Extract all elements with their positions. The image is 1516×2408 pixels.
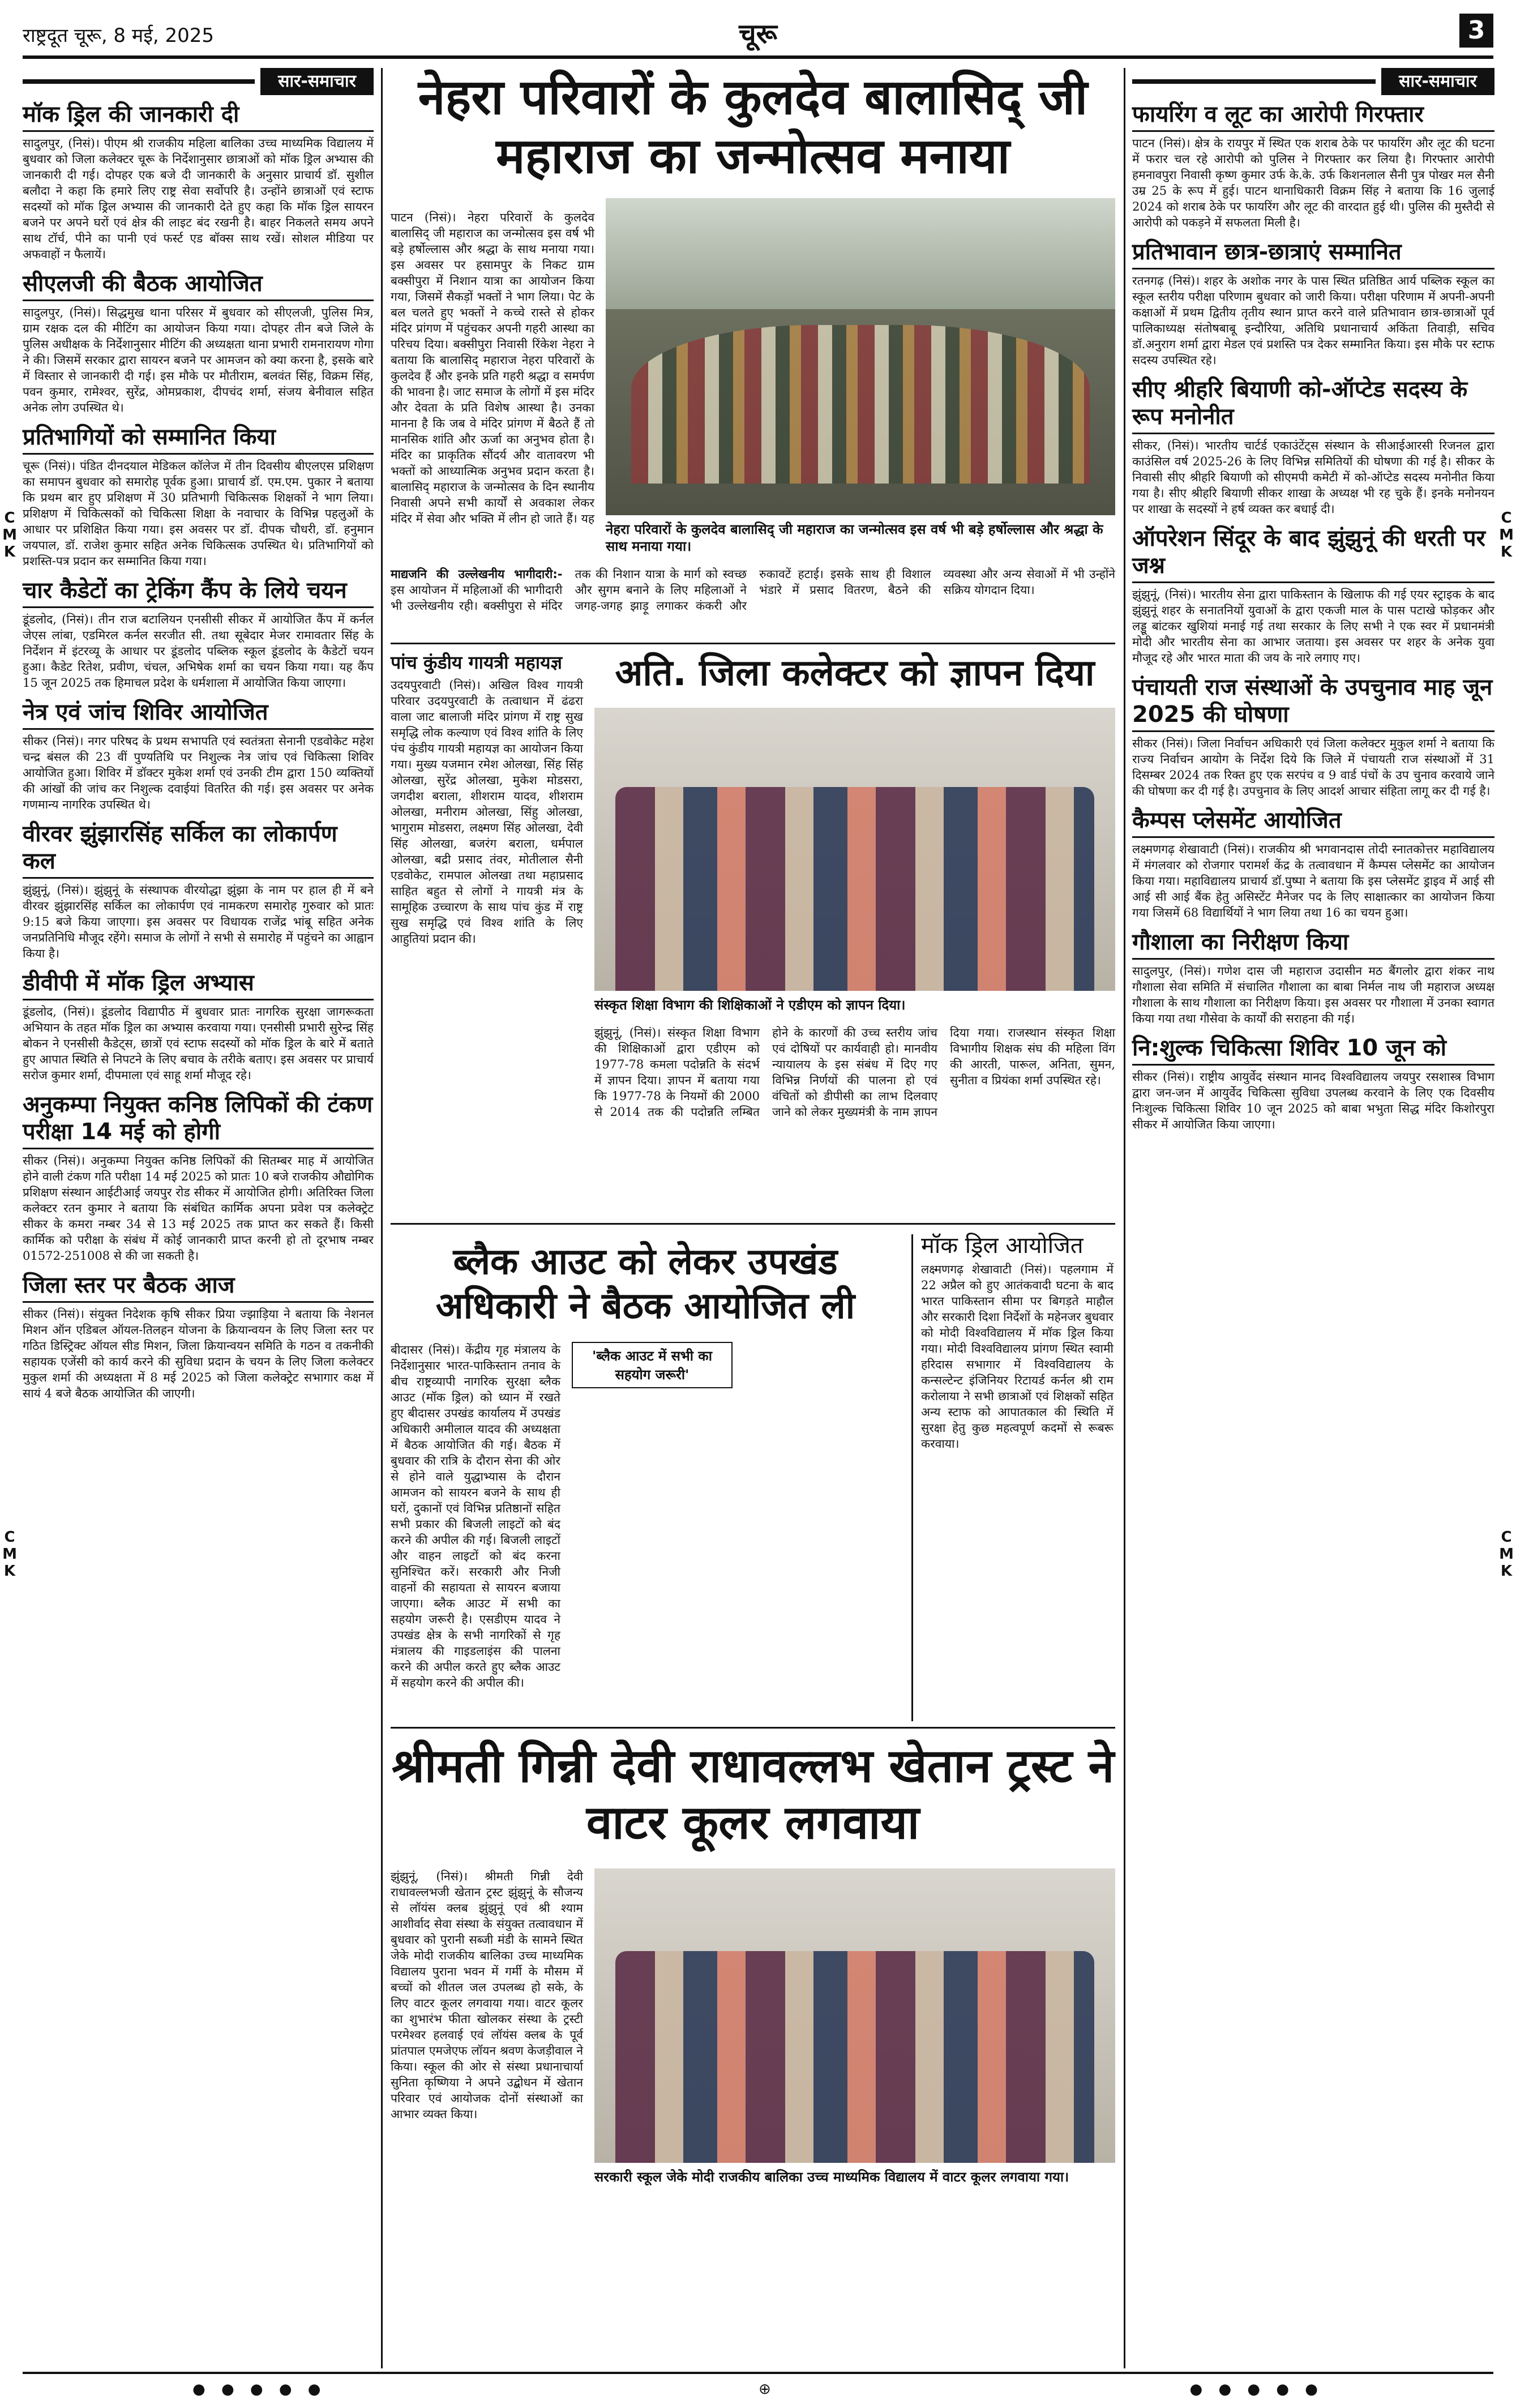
brief-body: सीकर (निसं)। नगर परिषद के प्रथम सभापति एवं स्वतंत्रता सेनानी एडवोकेट महेश चन्द्र बंसल की 23 वीं पुण्यतिथि पर निशुल्क नेत्र जांच एवं चिकित्सा शिविर आयोजित हुआ। शिविर में डॉक्टर मुकेश शर्मा एवं उनकी टीम द्वारा 150 व्यक्तियों की आंखों की जांच कर निशुल्क दवाईयां वितरित की गई। इस अवसर पर अनेक गणमान्य नागरिक उपस्थित थे। <box>23 734 374 811</box>
edition-city: चूरू <box>739 18 777 50</box>
memorandum-story <box>594 651 1115 1217</box>
section-tag: सार-समाचार <box>1381 68 1494 95</box>
blackout-body: बीदासर (निसं)। केंद्रीय गृह मंत्रालय के निर्देशानुसार भारत-पाकिस्तान तनाव के बीच राष्ट्रव्यापी नागरिक सुरक्षा ब्लैक आउट (मॉक ड्रिल) को ध्यान में रखते हुए बीदासर उपखंड कार्यालय में उपखंड अधिकारी अमीलाल यादव की अध्यक्षता में बैठक आयोजित की गई। बैठक में बुधवार की रात्रि के दौरान सेना की ओर से होने वाले युद्धाभ्यास के दौरान आमजन को सायरन बजने के साथ ही घरों, दुकानों एवं विभिन्न प्रतिष्ठानों सहित सभी प्रकार की बिजली लाइटों को बंद करने की अपील की गई। बिजली लाइटों और वाहन लाइटों को बंद करना सुनिश्चित करें। सरकारी और निजी वाहनों की सहायता से सायरन बजाया जाएगा। ब्लैक आउट में सभी का सहयोग जरूरी है। एसडीएम यादव ने उपखंड क्षेत्र के सभी नागरिकों से गृह मंत्रालय की गाइडलाइंस की पालना करने की अपील करते हुए ब्लैक आउट में सहयोग करने की अपील की। <box>391 1343 560 1690</box>
sidebar-title: माद्यजनि की उल्लेखनीय भागीदारी:- <box>391 567 563 581</box>
brief-body: झुंझुनूं, (निसं)। भारतीय सेना द्वारा पाकिस्तान के खिलाफ की गई एयर स्ट्राइक के बाद झुंझुनूं शहर के सनातनियों युवाओं के द्वारा एकजी माल के पास पटाखे फोड़कर और लड्डू बांटकर खुशियां मनाई गई तथा सरकार के लिए सभी ने एक स्वर में प्रधानमंत्री मोदी और भारतीय सेना का आभार जताया। इस अवसर पर शहर के अनेक युवा मौजूद रहे और भारत माता की जय के नारे लगाए गए। <box>1132 588 1494 665</box>
news-brief <box>1132 525 1494 666</box>
procession-photo <box>606 198 1115 515</box>
news-brief <box>23 424 374 569</box>
news-brief <box>23 1272 374 1401</box>
section-tag: सार-समाचार <box>260 68 374 95</box>
brief-title: डीवीपी में मॉक ड्रिल अभ्यास <box>23 969 374 1000</box>
brief-body: पाटन (निसं)। क्षेत्र के रायपुर में स्थित एक शराब ठेके पर फायरिंग और लूट की घटना में फरार चल रहे आरोपी को पुलिस ने गिरफ्तार कर लिया है। गिरफ्तार आरोपी हमनावपुरा निवासी कृष्ण कुमार उर्फ के.के. उर्फ किशनलाल सैनी पुत्र पोखर मल सैनी उम्र 25 के रूप में हुई। पाटन थानाधिकारी विक्रम सिंह ने बताया कि 16 जुलाई 2024 को शराब ठेके पर फायरिंग और लूट की वारदात हुई थी। पुलिस की मुस्तैदी से आरोपी को पकड़ने में सफलता मिली है। <box>1132 136 1494 229</box>
brief-body: डूंडलोद, (निसं)। डूंडलोद विद्यापीठ में बुधवार प्रातः नागरिक सुरक्षा जागरूकता अभियान के तहत मॉक ड्रिल का अभ्यास करवाया गया। एनसीसी प्रभारी सुरेन्द्र सिंह बोकन ने एनसीसी कैडेट्स, छात्रों एवं स्टाफ सदस्यों को मॉक ड्रिल के बारे में बताते हुए आपात स्थिति से निपटने के लिए बचाव के तरीके बताए। इस अवसर पर प्राचार्य सरोज कुमार शर्मा, दीपमाला एवं साहू शर्मा मौजूद रहे। <box>23 1005 374 1082</box>
registration-mark-right-lower: C M K <box>1499 1529 1514 1580</box>
news-brief <box>1132 101 1494 230</box>
water-cooler-body: झुंझुनूं, (निसं)। श्रीमती गिन्नी देवी राधावल्लभजी खेतान ट्रस्ट झुंझुनूं के सौजन्य से लॉयंस क्लब झुंझुनूं एवं श्री श्याम आशीर्वाद सेवा संस्था के संयुक्त तत्वावधान में बुधवार को पुरानी सब्जी मंडी के सामने स्थित जेके मोदी राजकीय बालिका उच्च माध्यमिक विद्यालय पुराना भवन में गर्मी के मौसम में बच्चों को शीतल जल उपलब्ध हो सके, के लिए वाटर कूलर लगवाया गया। वाटर कूलर का शुभारंभ फीता खोलकर संस्था के ट्रस्टी परमेश्वर हलवाई एवं लॉयंस क्लब के पूर्व प्रांतपाल एमजेएफ लॉयन श्रवण केजड़ीवाल ने किया। स्कूल की ओर से संस्था प्रधानाचार्या सुनिता कृष्णिया ने अपने उद्बोधन में खेतान परिवार एवं आयोजक दोनों संस्थाओं का आभार व्यक्त किया। <box>391 1870 583 2121</box>
brief-title: गौशाला का निरीक्षण किया <box>1132 929 1494 960</box>
lead-body: पाटन (निसं)। नेहरा परिवारों के कुलदेव बालासिद् जी महाराज का जन्मोत्सव इस वर्ष भी बड़े हर्षोल्लास और श्रद्धा के साथ मनाया गया। इस अवसर पर हसामपुर के निकट ग्राम बक्सीपुरा में निशान यात्रा का आयोजन किया गया, जिसमें सैकड़ों भक्तों ने भाग लिया। पेट के बल चलते हुए भक्तों ने कच्चे रास्ते से होकर मंदिर प्रांगण में पहुंचकर अपनी गहरी आस्था का परिचय दिया। बक्सीपुरा निवासी रिंकेश नेहरा ने बताया कि बालासिद् महाराज नेहरा परिवारों के कुलदेव हैं और इनके प्रति गहरी श्रद्धा व समर्पण की भावना है। जाट समाज के लोगों में इस मंदिर और देवता के प्रति विशेष आस्था है। उनका मानना है कि जब वे मंदिर प्रांगण में बैठते हैं तो मानसिक शांति और ऊर्जा का अनुभव होता है। मंदिर का प्राकृतिक सौंदर्य और वातावरण भी भक्तों को आध्यात्मिक अनुभव प्रदान करता है। बालासिद् महाराज के जन्मोत्सव के दिन स्थानीय निवासी अपने सभी कार्यों से अवकाश लेकर मंदिर में सेवा और भक्ति में लीन हो जाते हैं। यह <box>391 211 594 525</box>
brief-body: सीकर (निसं)। जिला निर्वाचन अधिकारी एवं जिला कलेक्टर मुकुल शर्मा ने बताया कि राज्य निर्वाचन आयोग के निर्देश दिये कि जिले में पंचायती राज संस्थाओं में 31 दिसम्बर 2024 तक रिक्त हुए एक सरपंच व 9 वार्ड पंचों के उप चुनाव करवाये जाने की घोषणा कर दी गई है। उपचुनाव के लिए आदर्श आचार संहिता लागू कर दी गई है। <box>1132 737 1494 798</box>
registration-mark-bottom: ⊕ <box>759 2381 777 2398</box>
mock-drill-title: मॉक ड्रिल आयोजित <box>921 1233 1084 1259</box>
column-divider <box>1124 68 1125 2368</box>
yagya-body: उदयपुरवाटी (निसं)। अखिल विश्व गायत्री परिवार उदयपुरवाटी के तत्वाधान में ढंढरा वाला जाट बालाजी मंदिर प्रांगण में राष्ट्र सुख समृद्धि लोक कल्याण एवं विश्व शांति के लिए पंच कुंडीय गायत्री महायज्ञ का आयोजन किया गया। मुख्य यजमान रमेश ओलखा, सिंह सिंह ओलखा, सुरेंद्र ओलखा, मुकेश मोडसरा, जगदीश बराला, शीशराम यादव, शीशराम ओलखा, मनीराम ओलखा, सिंहु ओलखा, भागुराम मोडसरा, लक्ष्मण सिंह ओलखा, देवी सिंह ओलखा, बजरंग बराला, धर्मपाल ओलखा, बद्री प्रसाद तंवर, मोतीलाल सैनी एडवोकेट, रामपाल ओलखा तथा महाप्रसाद साहित बहुत से लोगों ने गायत्री मंत्र के सामूहिक उच्चारण के साथ पांच कुंड में राष्ट्र सुख समृद्धि एवं विश्व शांति के लिए आहुतियां प्रदान की। <box>391 678 583 946</box>
brief-body: सीकर (निसं)। राष्ट्रीय आयुर्वेद संस्थान मानद विश्वविद्यालय जयपुर रसशास्त्र विभाग द्वारा जन-जन में आयुर्वेद चिकित्सा सुविधा उपलब्ध करवाने के लिए एक दिवसीय निःशुल्क चिकित्सा शिविर 10 जून 2025 को बाबा भभुता सिद्ध मंदिर किशोरपुरा सीकर में आयोजित किया जाएगा। <box>1132 1070 1494 1131</box>
registration-mark-left: C M K <box>2 510 17 561</box>
page-footer <box>23 2372 1493 2402</box>
photo-caption: संस्कृत शिक्षा विभाग की शिक्षिकाओं ने एडीएम को ज्ञापन दिया। <box>594 997 906 1013</box>
brief-title: सीएलजी की बैठक आयोजित <box>23 270 374 301</box>
lead-headline: नेहरा परिवारों के कुलदेव बालासिद् जी महाराज का जन्मोत्सव मनाया <box>418 69 1088 185</box>
news-brief <box>1132 674 1494 799</box>
registration-mark-left-lower: C M K <box>2 1529 17 1580</box>
news-brief <box>1132 376 1494 517</box>
water-cooler-photo <box>594 1868 1115 2163</box>
blackout-body-continued <box>572 1387 900 1716</box>
photo-caption: सरकारी स्कूल जेके मोदी राजकीय बालिका उच्च माध्यमिक विद्यालय में वाटर कूलर लगवाया गया। <box>594 2169 1069 2185</box>
brief-body: सीकर (निसं)। संयुक्त निदेशक कृषि सीकर प्रिया ज्झाड़िया ने बताया कि नेशनल मिशन ऑन एडिबल ऑयल-तिलहन योजना के क्रियान्वयन के लिए जिला स्तर पर गठित डिस्ट्रिक्ट ऑयल सीड मिशन, जिला क्रियान्वयन समिति के गठन व तकनीकी सहायक एजेंसी को कार्य करने की सुविधा प्रदान के चयन के लिए जिला कलेक्टर मुकुल शर्मा की अध्यक्षता में 8 मई 2025 को जिला कलेक्ट्रेट सभागार कक्ष में सायं 4 बजे बैठक आयोजित की जाएगी। <box>23 1307 374 1400</box>
brief-title: कैम्पस प्लेसमेंट आयोजित <box>1132 807 1494 838</box>
news-brief <box>1132 238 1494 368</box>
news-brief <box>1132 929 1494 1026</box>
brief-body: झुंझुनूं, (निसं)। झुंझुनूं के संस्थापक वीरयोद्धा झुंझा के नाम पर हाल ही में बने वीरवर झुंझारसिंह सर्किल का लोकार्पण एवं नामकरण समारोह गुरुवार को प्रातः 9:15 बजे किया जाएगा। इस अवसर पर विधायक राजेंद्र भांबू सहित अनेक जनप्रतिनिधि मौजूद रहेंगे। समाज के लोगों ने सभी से समारोह में पहुंचने का आह्वान किया है। <box>23 883 374 960</box>
yagya-story <box>391 651 583 1217</box>
column-divider <box>381 68 383 2368</box>
brief-body: सीकर (निसं)। अनुकम्पा नियुक्त कनिष्ठ लिपिकों की सितम्बर माह में आयोजित होने वाली टंकण गति परीक्षा 14 मई 2025 को प्रातः 10 बजे राजकीय औद्योगिक प्रशिक्षण संस्थान आईटीआई जयपुर रोड सीकर में आयोजित होगी। अतिरिक्त जिला कलेक्टर रतन कुमार ने बताया कि संबंधित कार्मिक अपना प्रवेश पत्र कलेक्ट्रेट सीकर के कमरा नम्बर 34 से 13 मई 2025 तक प्राप्त कर सकते हैं। किसी कार्मिक को परीक्षा के संबंध में कोई जानकारी प्राप्त करनी हो तो दूरभाष नम्बर 01572-251008 से की जा सकती है। <box>23 1154 374 1263</box>
right-news-column <box>1132 68 1494 2368</box>
memorandum-photo <box>594 708 1115 991</box>
news-brief <box>23 820 374 961</box>
left-news-column <box>23 68 374 2368</box>
brief-title: जिला स्तर पर बैठक आज <box>23 1272 374 1303</box>
brief-title: चार कैडेटों का ट्रेकिंग कैंप के लिये चयन <box>23 577 374 608</box>
brief-title: नेत्र एवं जांच शिविर आयोजित <box>23 699 374 730</box>
page-number: 3 <box>1459 14 1493 48</box>
brief-title: प्रतिभागियों को सम्मानित किया <box>23 424 374 455</box>
news-brief <box>23 1091 374 1264</box>
story-divider <box>391 643 1115 644</box>
brief-title: फायरिंग व लूट का आरोपी गिरफ्तार <box>1132 101 1494 132</box>
brief-title: नि:शुल्क चिकित्सा शिविर 10 जून को <box>1132 1034 1494 1066</box>
brief-body: डूंडलोद, (निसं)। तीन राज बटालियन एनसीसी सीकर में आयोजित कैंप में कर्नल जेएस लांबा, एडमिरल कर्नल सरजीत सी. तथा सूबेदार मेजर रामावतार सिंह के निर्देशन में इंटरव्यू के आधार पर डूंडलोद पब्लिक स्कूल डूंडलोद के कैडेटों चयन हुआ। कैडेट रितेश, प्रवीण, चंचल, अभिषेक शर्मा का चयन किया गया। यह कैंप 15 जून 2025 तक हिमाचल प्रदेश के धर्मशाला में आयोजित किया जाएगा। <box>23 613 374 690</box>
news-brief <box>1132 807 1494 921</box>
main-news-area <box>391 68 1115 2368</box>
brief-body: सादुलपुर, (निसं)। गणेश दास जी महाराज उदासीन मठ बैंगलोर द्वारा शंकर नाथ गौशाला सेवा समिति में संचालित गौशाला का बाबा निर्मल नाथ जी महाराज अध्यक्ष गौशाला के साथ गौशाला का निरीक्षण किया। इस अवसर पर गौशाला में उनका स्वागत किया गया तथा गौसेवा के कार्यों की सराहना की गई। <box>1132 964 1494 1025</box>
section-header <box>1132 68 1494 95</box>
photo-caption: नेहरा परिवारों के कुलदेव बालासिद् जी महाराज का जन्मोत्सव इस वर्ष भी बड़े हर्षोल्लास और श्रद्धा के साथ मनाया गया। <box>606 521 1103 554</box>
yagya-title: पांच कुंडीय गायत्री महायज्ञ <box>391 652 563 673</box>
news-brief <box>23 101 374 262</box>
water-cooler-body-continued <box>594 2208 1115 2361</box>
edition-date: राष्ट्रदूत चूरू, 8 मई, 2025 <box>23 24 215 47</box>
mock-drill-body: लक्ष्मणगढ़ शेखावाटी (निसं)। पहलगाम में 22 अप्रैल को हुए आतंकवादी घटना के बाद भारत पाकिस्तान सीमा पर बिगड़ते माहौल और सरकारी दिशा निर्देशों के महेनजर बुधवार को मोदी विश्वविद्यालय में मॉक ड्रिल किया गया। मोदी विश्वविद्यालय प्रांगण स्थित स्वामी हरिदास सभागार में विश्वविद्यालय के कन्सल्टेन्ट इंजिनियर रिटायर्ड कर्नल श्री राम करोलाया ने सभी छात्राओं एवं शिक्षकों सहित अन्य स्टाफ को आपातकाल की स्थिति में सुरक्षा हेतु कुछ महत्वपूर्ण कदमों से रूबरू करवाया। <box>921 1263 1114 1451</box>
mock-drill-story <box>911 1234 1115 1721</box>
brief-title: अनुकम्पा नियुक्त कनिष्ठ लिपिकों की टंकण परीक्षा 14 मई को होगी <box>23 1091 374 1149</box>
brief-body: लक्ष्मणगढ़ शेखावाटी (निसं)। राजकीय श्री भगवानदास तोदी स्नातकोत्तर महाविद्यालय में मंगलवार को रोजगार परामर्श केंद्र के तत्वावधान में कैम्पस प्लेसमेंट का आयोजन किया गया। महाविद्यालय प्राचार्य डॉ.पुष्पा ने बताया कि इस प्लेसमेंट ड्राइव में आई सी आई सी आई बैंक हेतु असिस्टेंट मैनेजर पद के लिए साक्षात्कार का आयोजन किया गया जिसमें 68 विद्यार्थियों ने भाग लिया तथा 16 का चयन हुआ। <box>1132 842 1494 919</box>
section-header <box>23 68 374 95</box>
story-divider <box>391 1223 1115 1225</box>
color-dots-right: ● ● ● ● ● <box>1189 2381 1324 2398</box>
brief-title: मॉक ड्रिल की जानकारी दी <box>23 101 374 132</box>
brief-title: सीए श्रीहरि बियाणी को-ऑप्टेड सदस्य के रूप मनोनीत <box>1132 376 1494 434</box>
brief-body: सादुलपुर, (निसं)। पीएम श्री राजकीय महिला बालिका उच्च माध्यमिक विद्यालय में बुधवार को जिला कलेक्टर चूरू के निर्देशानुसार छात्राओं को मॉक ड्रिल अभ्यास की जानकारी दी गई। दोपहर एक बजे दी जानकारी के अनुसार प्राचार्य डॉ. सुशील बलौदा ने कहा कि हमारे लिए राष्ट्र सेवा सर्वोपरि है। उन्होंने छात्राओं एवं स्टाफ सदस्यों को मॉक ड्रिल अभ्यास की जानकारी देते हुए कहा कि मॉक ड्रिल सायरन बजने पर अपने घरों एवं क्षेत्र की लाइट बंद रखनी है। बाहर निकलते समय अपने साथ टॉर्च, पीने का पानी एवं फर्स्ट एड बॉक्स साथ रखें। सोशल मीडिया पर अफवाहों न फैलायें। <box>23 136 374 261</box>
pull-quote: 'ब्लैक आउट में सभी का सहयोग जरूरी' <box>572 1342 733 1388</box>
water-cooler-story <box>391 1738 1115 2367</box>
memorandum-body: झुंझुनूं, (निसं)। संस्कृत शिक्षा विभाग की शिक्षिकाओं द्वारा एडीएम को 1977-78 कमला पदोन्नति के संदर्भ में ज्ञापन दिया। ज्ञापन में बताया गया कि 1977-78 के नियमों की 2000 से 2014 तक की पदोन्नति लम्बित होने के कारणों की उच्च स्तरीय जांच एवं दोषियों पर कार्यवाही हो। मानवीय न्यायालय के इस संबंध में दिए गए विभिन्न निर्णयों की पालना हो एवं वंचितों को डीपीसी का लाभ दिलवाए जाने को लेकर मुख्यमंत्री के नाम ज्ञापन दिया गया। राजस्थान संस्कृत शिक्षा विभागीय शिक्षक संघ की महिला विंग की आरती, पारूल, अनिता, सुमन, सुनीता व प्रियंका शर्मा उपस्थित रहे। <box>594 1026 1115 1119</box>
brief-title: वीरवर झुंझारसिंह सर्किल का लोकार्पण कल <box>23 820 374 879</box>
brief-title: प्रतिभावान छात्र-छात्राएं सम्मानित <box>1132 238 1494 270</box>
brief-body: चूरू (निसं)। पंडित दीनदयाल मेडिकल कॉलेज में तीन दिवसीय बीएलएस प्रशिक्षण का समापन बुधवार को समारोह पूर्वक हुआ। प्राचार्य डॉ. एम.एम. पुकार ने बताया कि प्रथम बार हुए प्रशिक्षण में 30 प्रतिभागी चिकित्सक शिक्षकों ने भाग लिया। प्रशिक्षण में चिकित्सकों को चिकित्सा शिक्षा के नवाचार के विभिन्न पहलुओं के आधार पर प्रशिक्षित किया गया। इस अवसर पर डॉ. दीपक चौधरी, डॉ. हनुमान जयपाल, डॉ. राजेश कुमार सहित अनेक चिकित्सक उपस्थित थे। प्रतिभागियों को प्रशस्ति-पत्र प्रदान कर सम्मानित किया गया। <box>23 459 374 568</box>
blackout-story <box>391 1234 900 1721</box>
story-divider <box>391 1727 1115 1729</box>
color-dots-left: ● ● ● ● ● <box>192 2381 327 2398</box>
brief-body: रतनगढ़ (निसं)। शहर के अशोक नगर के पास स्थित प्रतिष्ठित आर्य पब्लिक स्कूल का स्कूल स्तरीय परीक्षा परिणाम बुधवार को जारी किया। परीक्षा परिणाम में अपनी-अपनी कक्षाओं में प्रथम द्वितीय तृतीय स्थान प्राप्त करने वाले प्रतिभावान छात्र-छात्राओं पूर्व पालिकाध्यक्ष संतोषबाबू इन्दौरिया, अतिथि प्रधानाचार्य अकिंता तिवाड़ी, सचिव डॉ.अनुराग शर्मा द्वारा मेडल एवं प्रशस्ति पत्र देकर सम्मानित किया। इस मौके पर स्टाफ सदस्य उपस्थित रहे। <box>1132 274 1494 367</box>
registration-mark-right: C M K <box>1499 510 1514 561</box>
lead-body-continued <box>391 566 1115 637</box>
brief-title: ऑपरेशन सिंदूर के बाद झुंझुनूं की धरती पर जश्न <box>1132 525 1494 583</box>
news-brief <box>23 577 374 691</box>
news-brief <box>23 699 374 812</box>
news-brief <box>23 969 374 1083</box>
news-brief <box>23 270 374 416</box>
news-brief <box>1132 1034 1494 1132</box>
memorandum-headline: अति. जिला कलेक्टर को ज्ञापन दिया <box>615 652 1095 694</box>
lead-story <box>391 68 1115 640</box>
blackout-headline: ब्लैक आउट को लेकर उपखंड अधिकारी ने बैठक आयोजित ली <box>435 1241 855 1327</box>
brief-title: पंचायती राज संस्थाओं के उपचुनाव माह जून 2025 की घोषणा <box>1132 674 1494 732</box>
water-cooler-headline: श्रीमती गिन्नी देवी राधावल्लभ खेतान ट्रस्ट ने वाटर कूलर लगवाया <box>391 1739 1115 1850</box>
sidebar-body: इस आयोजन में महिलाओं की भागीदारी भी उल्लेखनीय रही। बक्सीपुरा से मंदिर तक की निशान यात्रा के मार्ग को स्वच्छ और सुगम बनाने के लिए महिलाओं ने जगह-जगह झाड़ू लगाकर कंकरी और रुकावटें हटाई। इसके साथ ही विशाल भंडारे में प्रसाद वितरण, बैठने की व्यवस्था और अन्य सेवाओं में भी उन्होंने सक्रिय योगदान दिया। <box>391 567 1115 613</box>
brief-body: सीकर, (निसं)। भारतीय चार्टर्ड एकाउंटेंट्स संस्थान के सीआईआरसी रिजनल द्वारा काउंसिल वर्ष 2025-26 के लिए विभिन्न समितियों की घोषणा की गई है। सीकर के निवासी सीए श्रीहरि बियाणी को सीएमपी कमेटी में को-ऑप्टेड सदस्य मनोनीत किया गया है। सीए श्रीहरि बियाणी सीकर शाखा के अध्यक्ष भी रह चुके हैं। इनके मनोनयन पर शाखा के सदस्यों ने हर्ष व्यक्त कर बधाई दी। <box>1132 439 1494 516</box>
brief-body: सादुलपुर, (निसं)। सिद्धमुख थाना परिसर में बुधवार को सीएलजी, पुलिस मित्र, ग्राम रक्षक दल की मीटिंग का आयोजन किया गया। दोपहर तीन बजे जिले के पुलिस अधीक्षक के निर्देशानुसार मीटिंग की अध्यक्षता थाना प्रभारी रामनारायण गोगा ने की। जिसमें सरकार द्वारा सायरन बजने पर आमजन को क्या करना है, इसके बारे में विस्तार से जानकारी दी गई। इस मौके पर मौतीराम, बलवंत सिंह, विक्रम सिंह, पवन कुमार, रामेश्वर, सुरेंद्र, ओमप्रकाश, दीपचंद शर्मा, संजय बेनीवाल सहित अनेक लोग उपस्थित थे। <box>23 306 374 414</box>
masthead <box>23 10 1493 59</box>
